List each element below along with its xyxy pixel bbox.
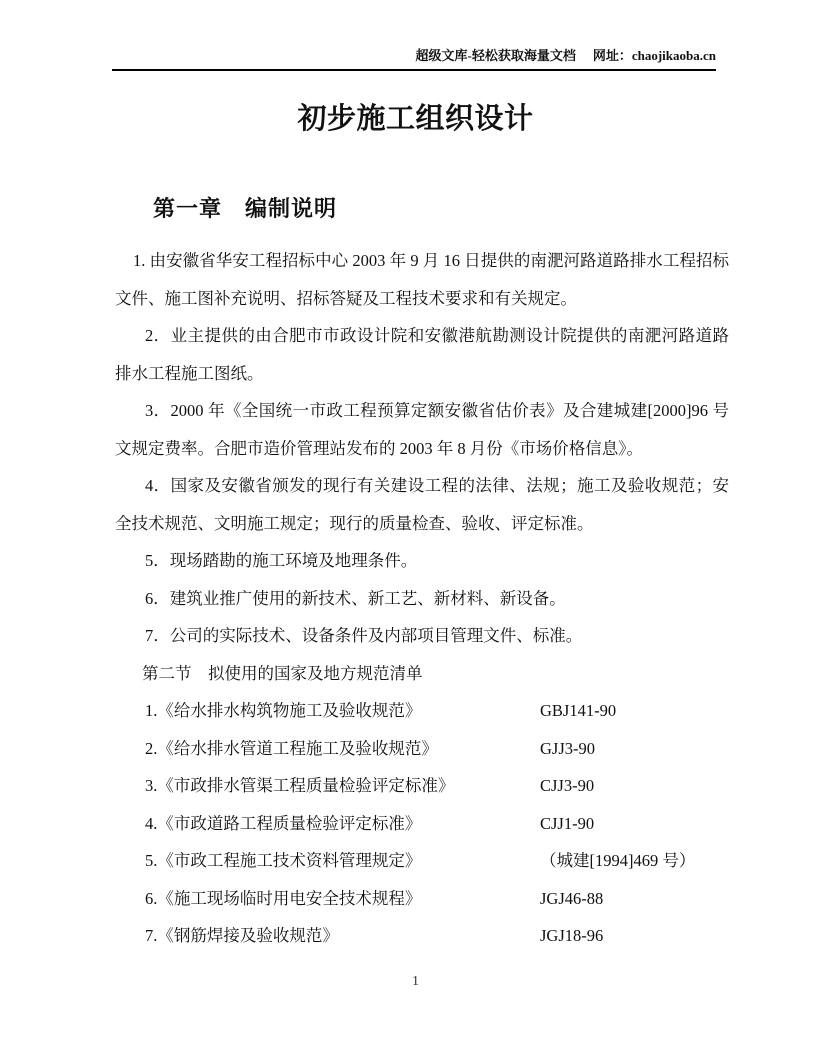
document-title: 初步施工组织设计 xyxy=(297,103,534,135)
standard-row xyxy=(115,917,729,955)
header-url-label: 网址： xyxy=(592,48,632,63)
chapter-heading: 第一章 编制说明 xyxy=(153,196,338,221)
document-body xyxy=(115,190,729,955)
paragraph-3: 3．2000 年《全国统一市政工程预算定额安徽省估价表》及合建城建[2000]96 号文规定费率。合肥市造价管理站发布的 2003 年 8 月份《市场价格信息》。 xyxy=(115,401,729,458)
paragraph-2: 2．业主提供的由合肥市市政设计院和安徽港航勘测设计院提供的南淝河路道路排水工程施工图纸。 xyxy=(115,326,729,383)
standards-list xyxy=(115,692,729,955)
standard-name: 4.《市政道路工程质量检验评定标准》 xyxy=(145,813,422,833)
paragraph-5: 5．现场踏勘的施工环境及地理条件。 xyxy=(145,551,418,570)
header-url: chaojikaoba.cn xyxy=(631,48,716,63)
standard-row xyxy=(115,692,729,730)
standard-code: JGJ18-96 xyxy=(540,926,604,945)
paragraph-6: 6．建筑业推广使用的新技术、新工艺、新材料、新设备。 xyxy=(145,588,566,608)
standard-code: GBJ141-90 xyxy=(540,701,617,720)
page-header xyxy=(112,45,716,64)
header-rule xyxy=(112,69,716,71)
standard-code: GJJ3-90 xyxy=(540,738,596,758)
paragraph-4: 4．国家及安徽省颁发的现行有关建设工程的法律、法规；施工及验收规范；安全技术规范、文明施工规定；现行的质量检查、验收、评定标准。 xyxy=(115,476,729,533)
page-number: 1 xyxy=(412,974,419,989)
paragraph-1: 1. 由安徽省华安工程招标中心 2003 年 9 月 16 日提供的南淝河路道路排水工程招标文件、施工图补充说明、招标答疑及工程技术要求和有关规定。 xyxy=(115,251,729,308)
standard-code: JGJ46-88 xyxy=(540,888,604,908)
standard-row xyxy=(115,767,729,805)
header-brand-text: 超级文库-轻松获取海量文档 xyxy=(415,48,576,63)
standard-code: CJJ1-90 xyxy=(540,813,595,833)
standard-row xyxy=(115,842,729,880)
standard-code: CJJ3-90 xyxy=(540,776,595,795)
paragraph-7: 7．公司的实际技术、设备条件及内部项目管理文件、标准。 xyxy=(145,626,583,645)
standard-code: （城建[1994]469 号） xyxy=(540,851,696,870)
section-heading: 第二节 拟使用的国家及地方规范清单 xyxy=(142,663,423,683)
standard-name: 6.《施工现场临时用电安全技术规程》 xyxy=(145,888,422,908)
standard-row xyxy=(115,730,729,768)
standard-name: 1.《给水排水构筑物施工及验收规范》 xyxy=(145,701,422,720)
standard-name: 5.《市政工程施工技术资料管理规定》 xyxy=(145,851,422,870)
standard-row xyxy=(115,805,729,843)
standard-row xyxy=(115,880,729,918)
standard-name: 7.《钢筋焊接及验收规范》 xyxy=(145,926,339,945)
standard-name: 2.《给水排水管道工程施工及验收规范》 xyxy=(145,738,438,758)
standard-name: 3.《市政排水管渠工程质量检验评定标准》 xyxy=(145,776,455,795)
